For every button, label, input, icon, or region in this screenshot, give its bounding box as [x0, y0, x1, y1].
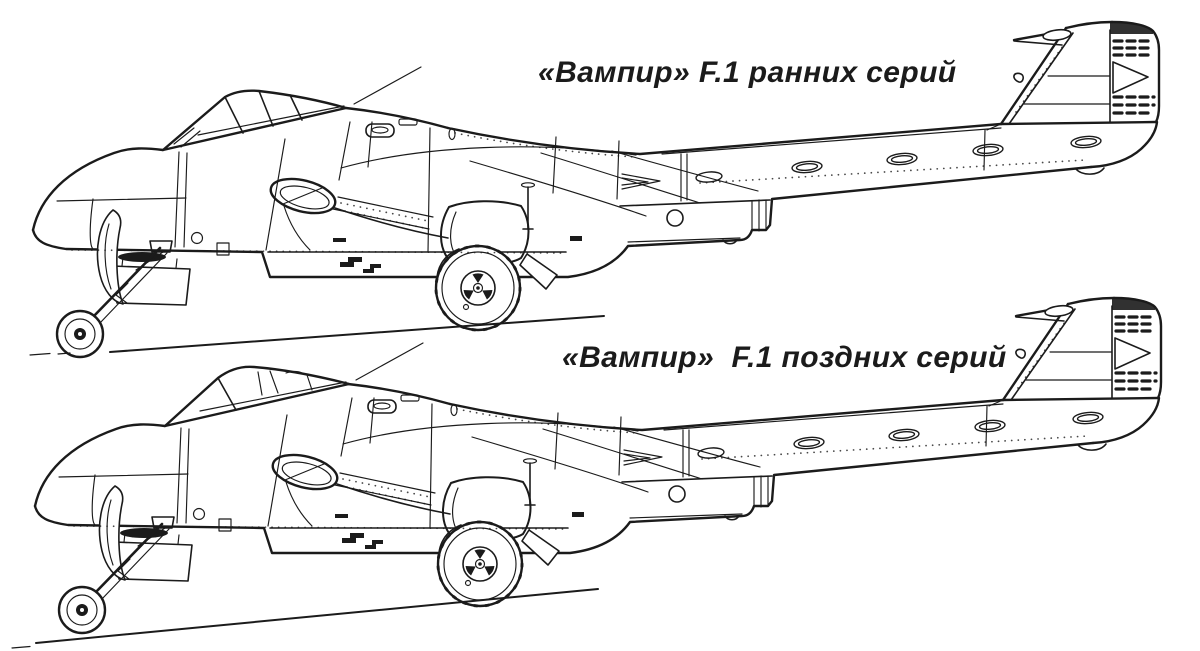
variant-label-late: «Вампир» F.1 поздних серий: [562, 341, 1007, 374]
ground-line-early: [30, 316, 604, 355]
variant-label-early: «Вампир» F.1 ранних серий: [538, 56, 957, 89]
